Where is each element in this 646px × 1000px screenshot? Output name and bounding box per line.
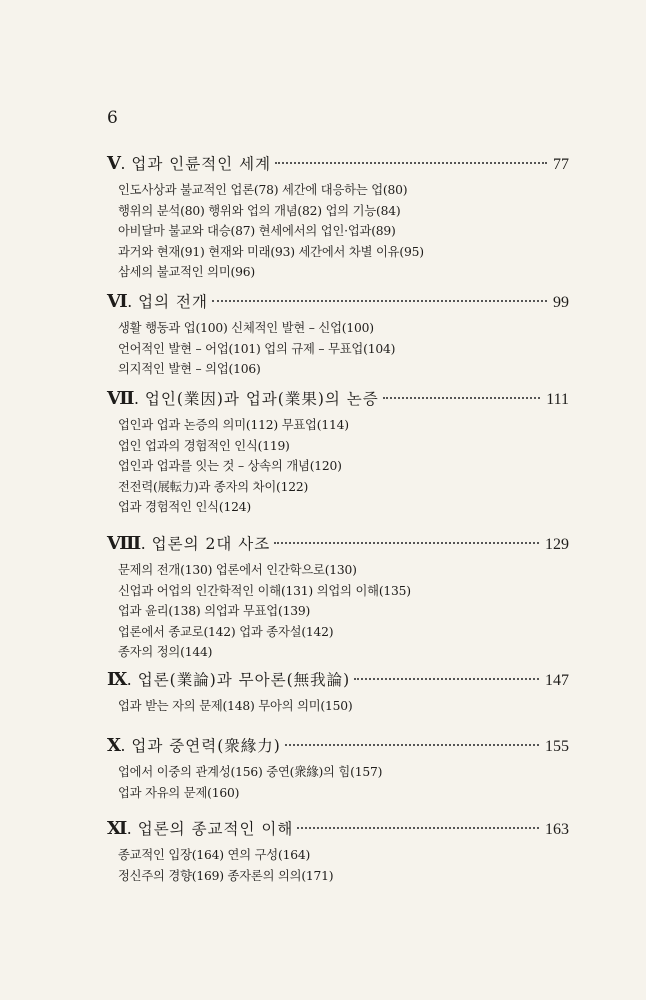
section-line: 과거와 현재(91) 현재와 미래(93) 세간에서 차별 이유(95) bbox=[118, 244, 424, 259]
dot-leader bbox=[274, 542, 539, 544]
chapter-numeral: Ⅸ bbox=[107, 669, 127, 689]
chapter-heading bbox=[107, 152, 569, 176]
chapter-dot: . bbox=[120, 155, 126, 173]
section-line: 업론에서 종교로(142) 업과 종자설(142) bbox=[118, 624, 334, 639]
chapter-v bbox=[107, 152, 569, 283]
section-line: 인도사상과 불교적인 업론(78) 세간에 대응하는 업(80) bbox=[118, 183, 408, 197]
section-line: 문제의 전개(130) 업론에서 인간학으로(130) bbox=[118, 563, 357, 577]
chapter-ix bbox=[107, 668, 569, 717]
dot-leader bbox=[275, 162, 547, 164]
section-line: 업인과 업과 논증의 의미(112) 무표업(114) bbox=[118, 418, 349, 432]
section-line: 의지적인 발현 – 의업(106) bbox=[118, 362, 261, 376]
dot-leader bbox=[383, 397, 540, 399]
chapter-vi bbox=[107, 290, 569, 380]
dot-leader bbox=[285, 744, 539, 746]
section-line: 종교적인 입장(164) 연의 구성(164) bbox=[118, 848, 311, 862]
chapter-numeral: Ⅹ bbox=[107, 735, 121, 755]
chapter-page-number: 99 bbox=[553, 294, 569, 311]
section-line: 업인과 업과를 잇는 것 – 상속의 개념(120) bbox=[118, 459, 342, 473]
chapter-numeral: Ⅺ bbox=[107, 818, 127, 838]
section-list bbox=[118, 762, 569, 803]
chapter-dot: . bbox=[126, 820, 132, 838]
chapter-numeral: Ⅴ bbox=[107, 153, 121, 173]
chapter-title: 업인(業因)과 업과(業果)의 논증 bbox=[144, 390, 379, 408]
chapter-page-number: 111 bbox=[546, 391, 569, 408]
chapter-title: 업론의 2대 사조 bbox=[151, 535, 271, 553]
section-line: 업과 윤리(138) 의업과 무표업(139) bbox=[118, 604, 311, 618]
section-line: 신업과 어업의 인간학적인 이해(131) 의업의 이해(135) bbox=[118, 583, 411, 598]
section-line: 전전력(展転力)과 종자의 차이(122) bbox=[118, 479, 309, 494]
chapter-dot: . bbox=[126, 671, 132, 689]
section-line: 생활 행동과 업(100) 신체적인 발현 – 신업(100) bbox=[118, 321, 374, 335]
section-line: 아비달마 불교와 대승(87) 현세에서의 업인·업과(89) bbox=[118, 224, 396, 238]
chapter-dot: . bbox=[127, 293, 133, 311]
section-line: 업인 업과의 경험적인 인식(119) bbox=[118, 438, 290, 453]
chapter-numeral: Ⅷ bbox=[107, 533, 141, 553]
chapter-dot: . bbox=[140, 535, 146, 553]
page-number: 6 bbox=[107, 108, 118, 128]
chapter-page-number: 155 bbox=[545, 738, 569, 755]
chapter-page-number: 77 bbox=[553, 156, 569, 173]
dot-leader bbox=[354, 678, 539, 680]
section-line: 정신주의 경향(169) 종자론의 의의(171) bbox=[118, 868, 334, 883]
section-line: 업과 경험적인 인식(124) bbox=[118, 500, 251, 514]
chapter-title: 업론의 종교적인 이해 bbox=[137, 820, 294, 838]
section-list bbox=[118, 845, 569, 886]
section-list bbox=[118, 415, 569, 518]
chapter-heading bbox=[107, 734, 569, 758]
chapter-numeral: Ⅶ bbox=[107, 388, 134, 408]
section-line: 삼세의 불교적인 의미(96) bbox=[118, 265, 255, 279]
section-list bbox=[118, 696, 569, 717]
chapter-heading bbox=[107, 387, 569, 411]
chapter-viii bbox=[107, 532, 569, 663]
dot-leader bbox=[212, 300, 547, 302]
chapter-page-number: 129 bbox=[545, 536, 569, 553]
chapter-xi bbox=[107, 817, 569, 886]
chapter-title: 업과 중연력(衆緣力) bbox=[131, 737, 281, 755]
section-list bbox=[118, 560, 569, 663]
section-line: 업과 자유의 문제(160) bbox=[118, 785, 240, 800]
chapter-dot: . bbox=[120, 737, 126, 755]
chapter-title: 업과 인륜적인 세계 bbox=[131, 155, 272, 173]
chapter-heading bbox=[107, 532, 569, 556]
chapter-heading bbox=[107, 817, 569, 841]
section-list bbox=[118, 180, 569, 283]
chapter-page-number: 163 bbox=[545, 821, 569, 838]
chapter-x bbox=[107, 734, 569, 803]
chapter-vii bbox=[107, 387, 569, 518]
chapter-heading bbox=[107, 290, 569, 314]
section-line: 종자의 정의(144) bbox=[118, 645, 213, 659]
chapter-page-number: 147 bbox=[545, 672, 569, 689]
chapter-title: 업의 전개 bbox=[138, 293, 208, 311]
section-line: 업과 받는 자의 문제(148) 무아의 의미(150) bbox=[118, 699, 353, 713]
chapter-numeral: Ⅵ bbox=[107, 291, 128, 311]
section-line: 언어적인 발현 – 어업(101) 업의 규제 – 무표업(104) bbox=[118, 341, 396, 356]
chapter-dot: . bbox=[133, 390, 139, 408]
chapter-heading bbox=[107, 668, 569, 692]
section-list bbox=[118, 318, 569, 380]
section-line: 행위의 분석(80) 행위와 업의 개념(82) 업의 기능(84) bbox=[118, 203, 401, 218]
chapter-title: 업론(業論)과 무아론(無我論) bbox=[137, 671, 351, 689]
section-line: 업에서 이중의 관계성(156) 중연(衆緣)의 힘(157) bbox=[118, 765, 383, 779]
dot-leader bbox=[297, 827, 539, 829]
